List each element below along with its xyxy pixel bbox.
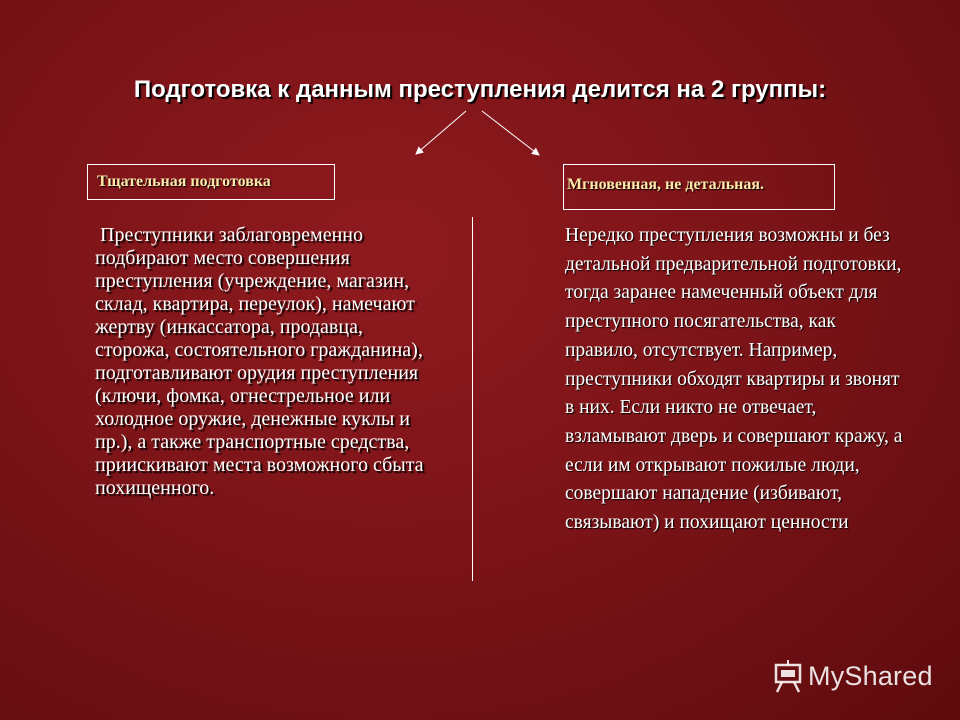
split-arrows-icon	[400, 104, 560, 164]
thorough-description: Преступники заблаговременно подбирают место совершения преступления (учреждение, магазин, склад, квартира, переулок), намечают жертву (инкассатора, продавца, сторожа, состоятельного гражданина), подготавливают орудия преступления (ключи, фомка, огнестрельное или холодное оружие, денежные куклы и пр.), а также транспортные средства, приискивают места возможного сбыта похищенного.	[95, 224, 424, 499]
column-divider	[472, 217, 473, 581]
instant-description: Нередко преступления возможны и без детальной предварительной подготовки, тогда заранее намеченный объект для преступного посягательства, как правило, отсутствует. Например, преступники обходят квартиры и звонят в них. Если никто не отвечает, взламывают дверь и совершают кражу, а если им открывают пожилые люди, совершают нападение (избивают, связывают) и похищают ценности	[565, 225, 903, 534]
group-label-instant	[563, 164, 835, 210]
group-label-thorough-text: Тщательная подготовка	[97, 173, 271, 190]
group-label-instant-text: Мгновенная, не детальная.	[567, 176, 765, 193]
watermark-text: MyShared	[808, 660, 933, 691]
slide-title: Подготовка к данным преступления делится на 2 группы:	[133, 76, 827, 103]
watermark	[772, 656, 933, 696]
presentation-board-icon	[772, 658, 804, 694]
group-label-thorough	[87, 164, 335, 200]
